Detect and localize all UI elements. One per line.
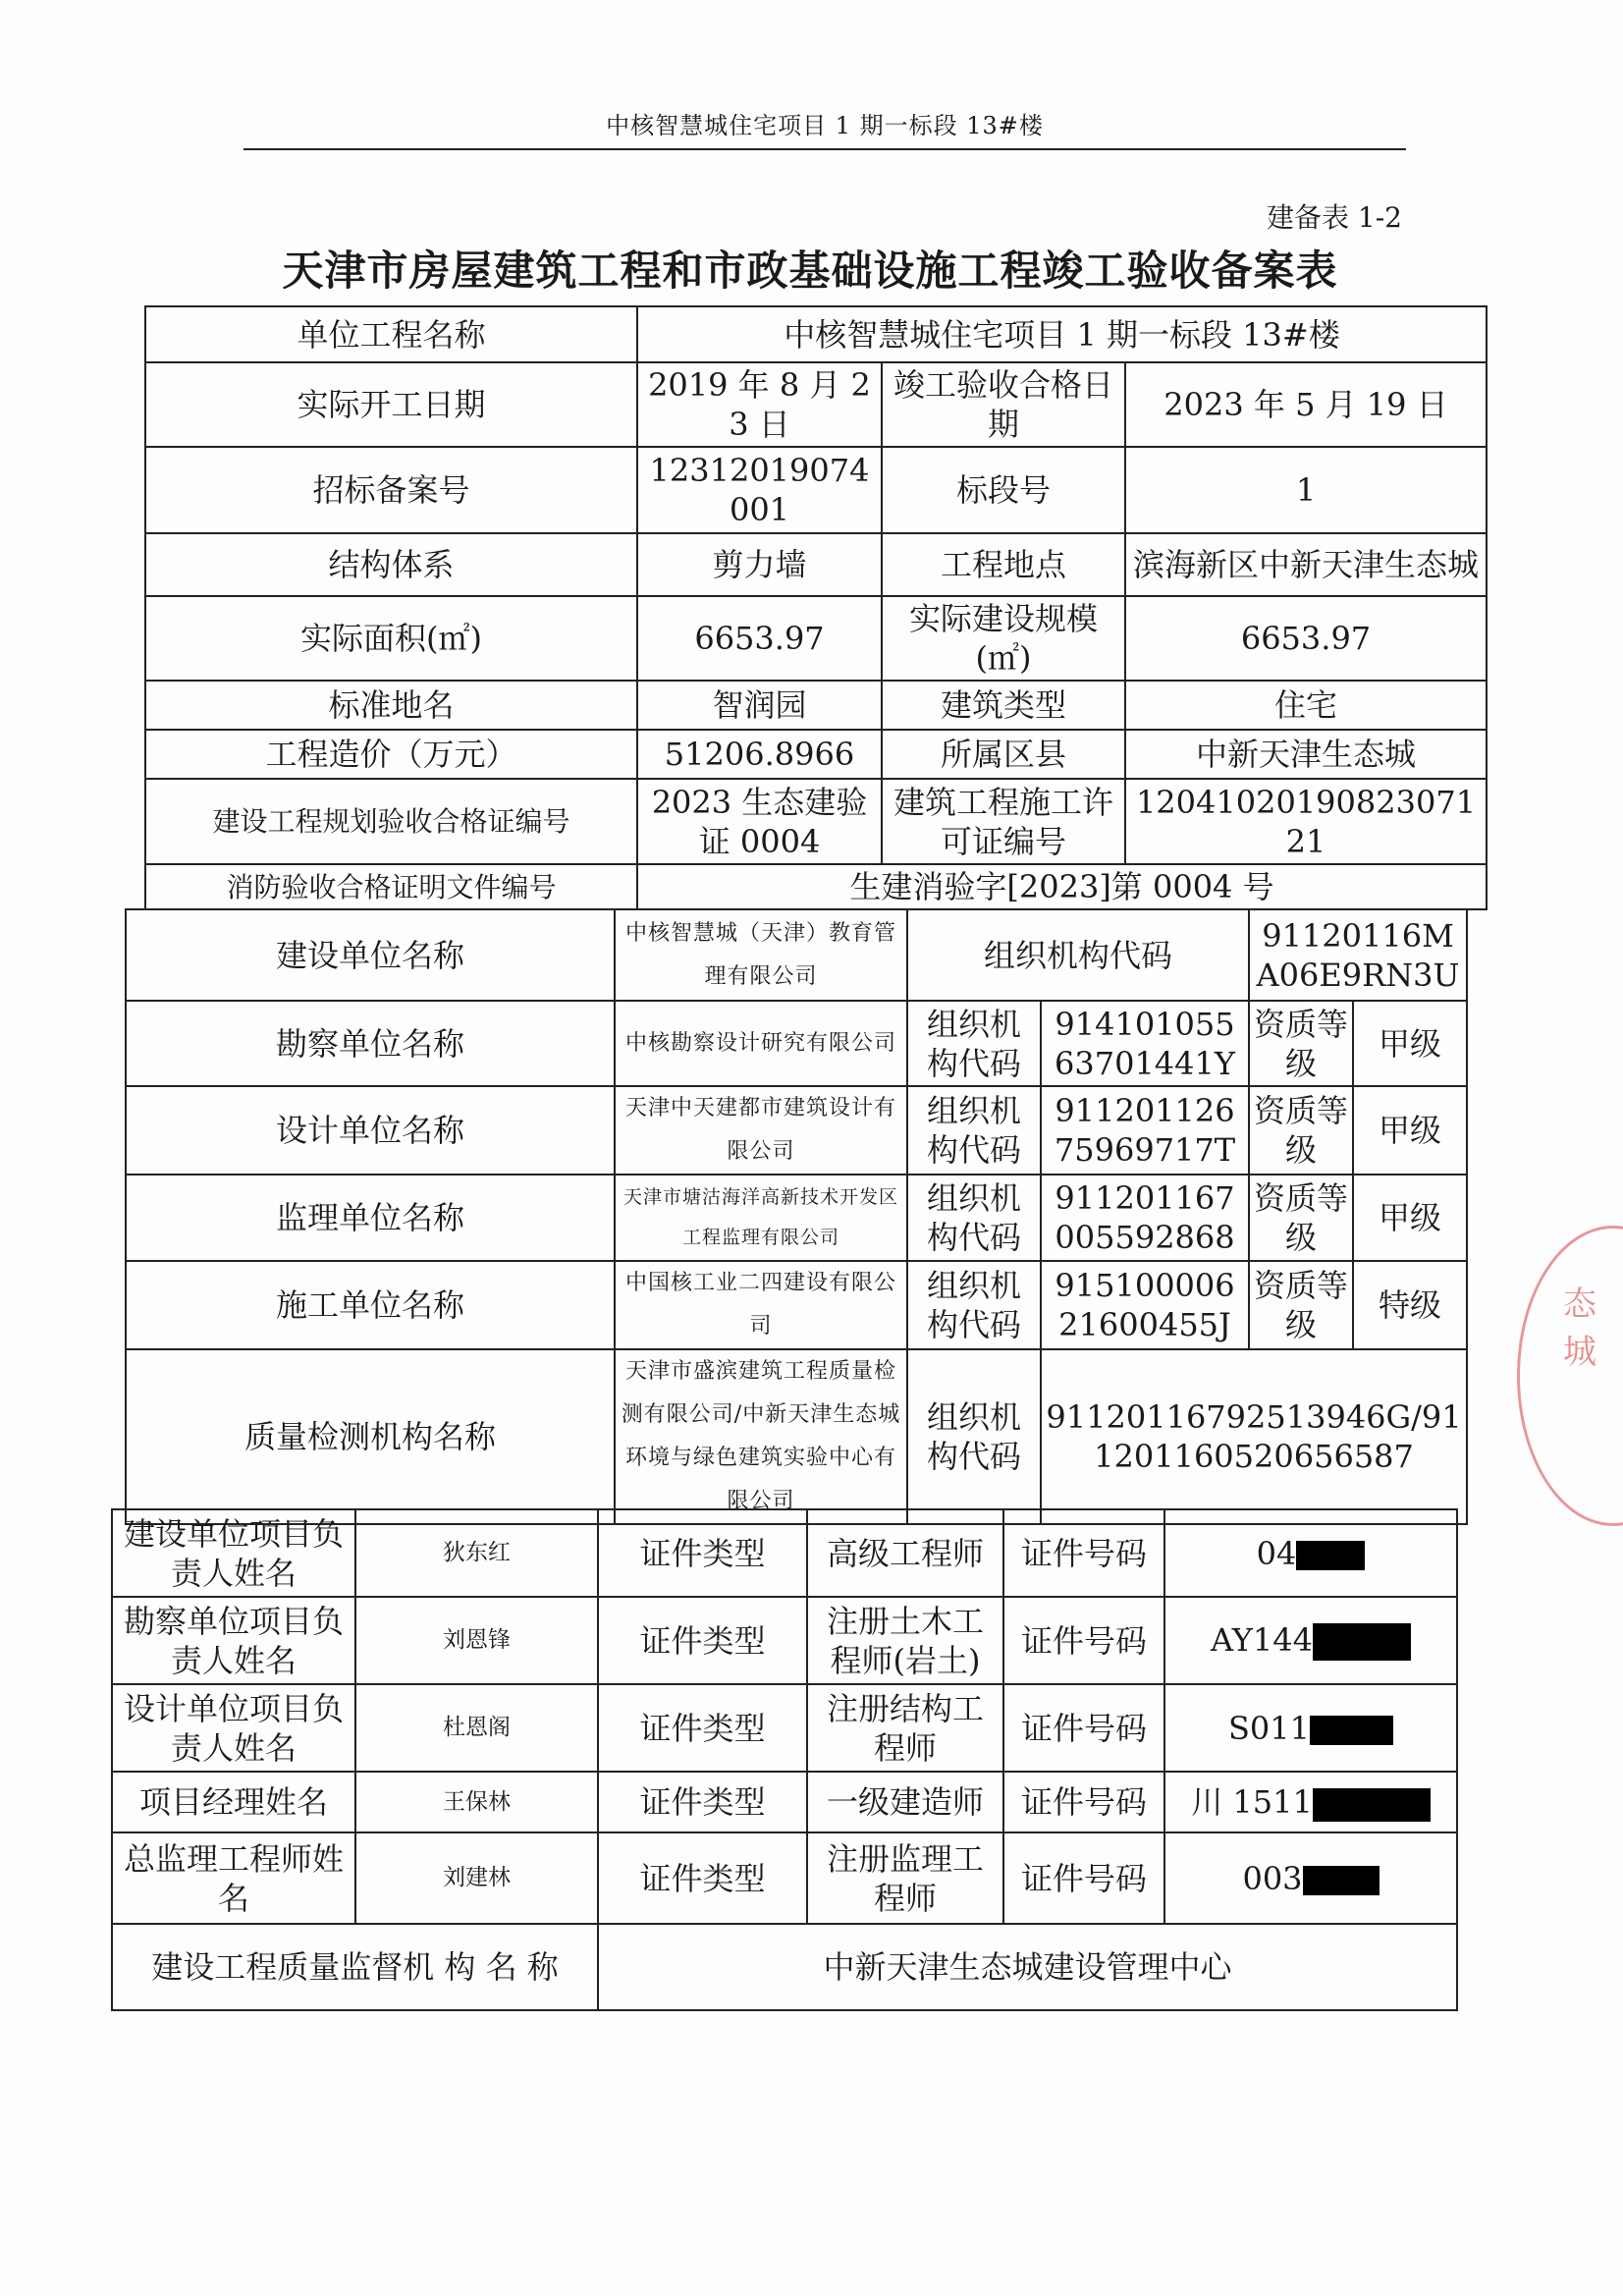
build-scale-label: 实际建设规模(㎡) <box>882 596 1125 681</box>
cert-no-value: 04 <box>1256 1534 1297 1572</box>
person-row <box>112 1509 1457 1597</box>
cert-no-cell <box>1164 1509 1457 1597</box>
construction-permit-label: 建筑工程施工许可证编号 <box>882 779 1125 864</box>
place-name-label: 标准地名 <box>145 681 637 730</box>
cert-type-value: 注册监理工程师 <box>807 1832 1003 1924</box>
org-code-value: 91510000621600455J <box>1041 1261 1249 1349</box>
section-no-value: 1 <box>1125 447 1487 533</box>
person-row <box>112 1684 1457 1772</box>
cert-no-cell <box>1164 1684 1457 1772</box>
redaction-block <box>1310 1716 1393 1745</box>
person-name: 王保林 <box>355 1772 598 1832</box>
cert-type-value: 一级建造师 <box>807 1772 1003 1832</box>
unit-row <box>126 1349 1467 1524</box>
org-code-value: 91120112675969717T <box>1041 1086 1249 1175</box>
actual-area-label: 实际面积(㎡) <box>145 596 637 681</box>
unit-row <box>126 1175 1467 1261</box>
structure-label: 结构体系 <box>145 533 637 596</box>
person-role-label: 建设单位项目负责人姓名 <box>112 1509 355 1597</box>
official-seal-stamp <box>1517 1226 1623 1526</box>
document-title: 天津市房屋建筑工程和市政基础设施工程竣工验收备案表 <box>282 246 1338 295</box>
person-row <box>112 1832 1457 1924</box>
qualification-grade: 特级 <box>1353 1261 1467 1349</box>
cert-no-cell <box>1164 1772 1457 1832</box>
running-header: 中核智慧城住宅项目 1 期一标段 13#楼 <box>606 112 1044 139</box>
project-cost-value: 51206.8966 <box>637 730 882 779</box>
project-cost-label: 工程造价（万元） <box>145 730 637 779</box>
cert-no-label: 证件号码 <box>1003 1684 1164 1772</box>
header-rule <box>243 148 1406 150</box>
cert-type-label: 证件类型 <box>598 1684 807 1772</box>
building-type-label: 建筑类型 <box>882 681 1125 730</box>
place-name-value: 智润园 <box>637 681 882 730</box>
qualification-label: 资质等级 <box>1249 1086 1353 1175</box>
person-name: 刘恩锋 <box>355 1597 598 1684</box>
district-value: 中新天津生态城 <box>1125 730 1487 779</box>
cert-no-value: AY144 <box>1210 1620 1313 1659</box>
qualification-label: 资质等级 <box>1249 1261 1353 1349</box>
structure-value: 剪力墙 <box>637 533 882 596</box>
planning-cert-value: 2023 生态建验证 0004 <box>637 779 882 864</box>
unit-label: 施工单位名称 <box>126 1261 615 1349</box>
redaction-block <box>1303 1866 1380 1895</box>
unit-name: 天津市盛滨建筑工程质量检测有限公司/中新天津生态城环境与绿色建筑实验中心有限公司 <box>615 1349 907 1524</box>
units-table <box>125 908 1468 1525</box>
start-date-label: 实际开工日期 <box>145 362 637 447</box>
supervision-agency-value: 中新天津生态城建设管理中心 <box>598 1924 1457 2010</box>
unit-label: 勘察单位名称 <box>126 1001 615 1086</box>
acceptance-date-value: 2023 年 5 月 19 日 <box>1125 362 1487 447</box>
unit-name: 天津中天建都市建筑设计有限公司 <box>615 1086 907 1175</box>
org-code-value: 91410105563701441Y <box>1041 1001 1249 1086</box>
person-name: 杜恩阁 <box>355 1684 598 1772</box>
unit-name: 中核勘察设计研究有限公司 <box>615 1001 907 1086</box>
acceptance-date-label: 竣工验收合格日期 <box>882 362 1125 447</box>
org-code-label: 组织机构代码 <box>907 1001 1041 1086</box>
fire-cert-value: 生建消验字[2023]第 0004 号 <box>637 864 1487 909</box>
unit-row <box>126 909 1467 1001</box>
org-code-label: 组织机构代码 <box>907 1175 1041 1261</box>
unit-row <box>126 1261 1467 1349</box>
cert-type-label: 证件类型 <box>598 1509 807 1597</box>
qualification-grade: 甲级 <box>1353 1175 1467 1261</box>
org-code-label: 组织机构代码 <box>907 1086 1041 1175</box>
org-code-label: 组织机构代码 <box>907 1261 1041 1349</box>
org-code-label: 组织机构代码 <box>907 909 1249 1001</box>
section-no-label: 标段号 <box>882 447 1125 533</box>
form-number: 建备表 1-2 <box>1267 201 1402 234</box>
supervision-agency-label: 建设工程质量监督机 构 名 称 <box>112 1924 598 2010</box>
cert-no-value: S011 <box>1228 1709 1310 1747</box>
district-label: 所属区县 <box>882 730 1125 779</box>
cert-no-cell <box>1164 1832 1457 1924</box>
cert-type-label: 证件类型 <box>598 1772 807 1832</box>
bid-record-label: 招标备案号 <box>145 447 637 533</box>
person-row <box>112 1597 1457 1684</box>
qualification-grade: 甲级 <box>1353 1001 1467 1086</box>
unit-row <box>126 1001 1467 1086</box>
unit-label: 监理单位名称 <box>126 1175 615 1261</box>
cert-type-value: 注册土木工程师(岩土) <box>807 1597 1003 1684</box>
cert-type-label: 证件类型 <box>598 1832 807 1924</box>
cert-no-label: 证件号码 <box>1003 1509 1164 1597</box>
cert-no-label: 证件号码 <box>1003 1597 1164 1684</box>
redaction-block <box>1313 1623 1411 1661</box>
location-value: 滨海新区中新天津生态城 <box>1125 533 1487 596</box>
unit-name: 中国核工业二四建设有限公司 <box>615 1261 907 1349</box>
unit-label: 设计单位名称 <box>126 1086 615 1175</box>
qualification-label: 资质等级 <box>1249 1001 1353 1086</box>
project-name-label: 单位工程名称 <box>145 306 637 362</box>
cert-no-cell <box>1164 1597 1457 1684</box>
cert-type-value: 高级工程师 <box>807 1509 1003 1597</box>
project-name-value: 中核智慧城住宅项目 1 期一标段 13#楼 <box>637 306 1487 362</box>
org-code-value: 91120116792513946G/911201160520656587 <box>1041 1349 1467 1524</box>
redaction-block <box>1313 1788 1431 1822</box>
qualification-label: 资质等级 <box>1249 1175 1353 1261</box>
cert-no-value: 川 1511 <box>1191 1783 1313 1821</box>
unit-name: 天津市塘沽海洋高新技术开发区工程监理有限公司 <box>615 1175 907 1261</box>
cert-no-label: 证件号码 <box>1003 1772 1164 1832</box>
unit-name: 中核智慧城（天津）教育管理有限公司 <box>615 909 907 1001</box>
qualification-grade: 甲级 <box>1353 1086 1467 1175</box>
person-role-label: 勘察单位项目负责人姓名 <box>112 1597 355 1684</box>
build-scale-value: 6653.97 <box>1125 596 1487 681</box>
start-date-value: 2019 年 8 月 23 日 <box>637 362 882 447</box>
person-role-label: 项目经理姓名 <box>112 1772 355 1832</box>
unit-label: 建设单位名称 <box>126 909 615 1001</box>
cert-no-value: 003 <box>1242 1859 1303 1897</box>
person-name: 狄东红 <box>355 1509 598 1597</box>
building-type-value: 住宅 <box>1125 681 1487 730</box>
redaction-block <box>1296 1541 1365 1570</box>
planning-cert-label: 建设工程规划验收合格证编号 <box>145 779 637 864</box>
persons-table <box>111 1508 1458 2011</box>
construction-permit-value: 1204102019082307121 <box>1125 779 1487 864</box>
org-code-value: 911201167005592868 <box>1041 1175 1249 1261</box>
cert-no-label: 证件号码 <box>1003 1832 1164 1924</box>
project-info-table <box>144 305 1488 910</box>
stamp-text: 态城 <box>1563 1285 1596 1372</box>
fire-cert-label: 消防验收合格证明文件编号 <box>145 864 637 909</box>
org-code-label: 组织机构代码 <box>907 1349 1041 1524</box>
cert-type-label: 证件类型 <box>598 1597 807 1684</box>
person-role-label: 设计单位项目负责人姓名 <box>112 1684 355 1772</box>
person-row <box>112 1772 1457 1832</box>
org-code-value: 91120116MA06E9RN3U <box>1249 909 1467 1001</box>
person-role-label: 总监理工程师姓名 <box>112 1832 355 1924</box>
bid-record-value: 12312019074001 <box>637 447 882 533</box>
location-label: 工程地点 <box>882 533 1125 596</box>
cert-type-value: 注册结构工程师 <box>807 1684 1003 1772</box>
unit-label: 质量检测机构名称 <box>126 1349 615 1524</box>
actual-area-value: 6653.97 <box>637 596 882 681</box>
person-name: 刘建林 <box>355 1832 598 1924</box>
unit-row <box>126 1086 1467 1175</box>
